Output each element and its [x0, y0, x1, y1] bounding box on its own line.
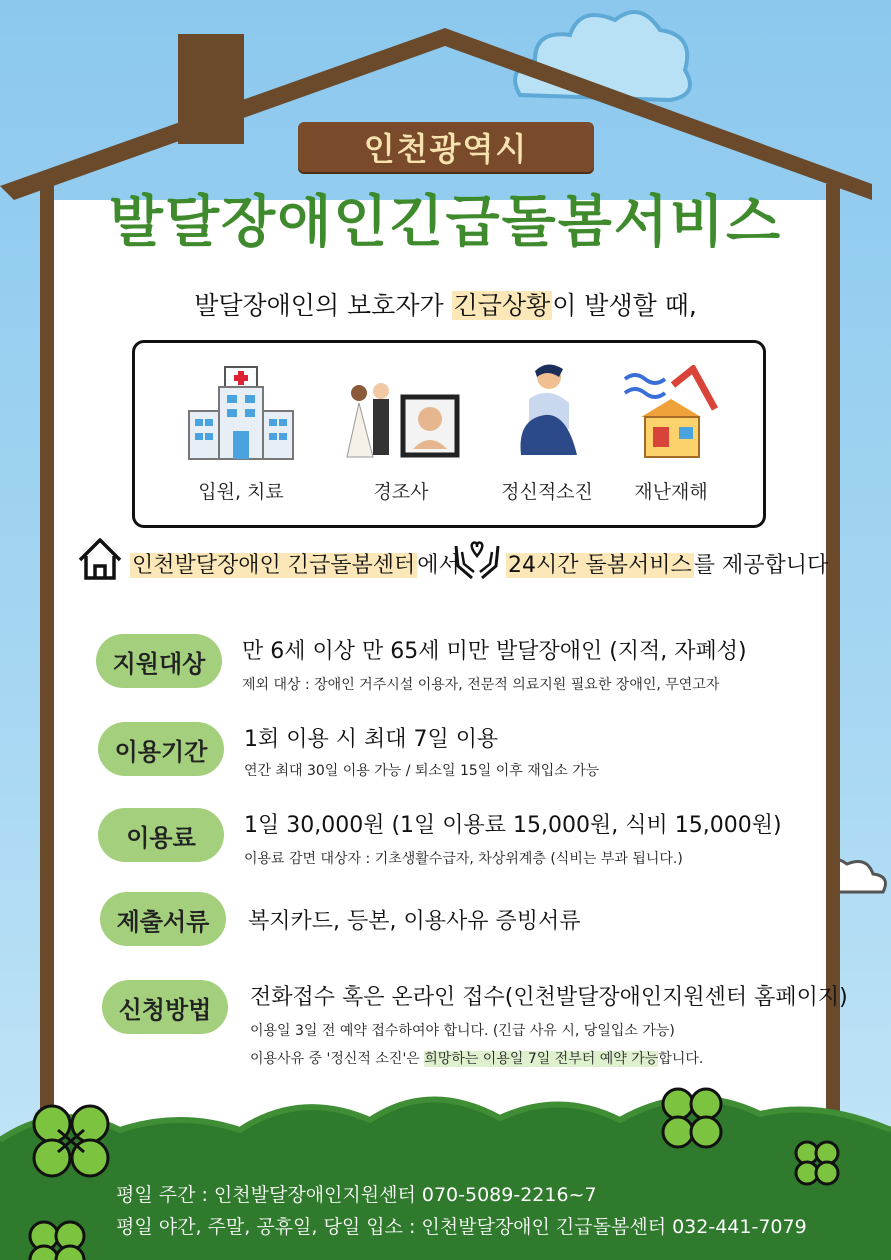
contact-night-holiday: 평일 야간, 주말, 공휴일, 당일 입소 : 인천발달장애인 긴급돌봄센터 032-441-7079 — [116, 1216, 807, 1238]
service-right — [506, 548, 828, 579]
city-badge — [298, 122, 594, 172]
situation-label: 정신적소진 — [501, 481, 593, 503]
service-left — [130, 548, 460, 579]
info-row — [96, 632, 816, 698]
note-text-2: 합니다. — [658, 1051, 704, 1067]
info-label: 지원대상 — [96, 634, 222, 688]
intro-text-2: 이 발생할 때, — [552, 291, 697, 320]
city-name: 인천광역시 — [363, 130, 529, 168]
info-sub: 제외 대상 : 장애인 거주시설 이용자, 전문적 의료지원 필요한 장애인, 무연고자 — [242, 677, 720, 693]
info-main: 1일 30,000원 (1일 이용료 15,000원, 식비 15,000원) — [244, 813, 782, 838]
info-sub-2 — [250, 1048, 703, 1068]
info-sub: 이용료 감면 대상자 : 기초생활수급자, 차상위계층 (식비는 부과 됩니다.) — [244, 851, 683, 867]
intro-text-1: 발달장애인의 보호자가 — [194, 291, 444, 320]
service-provide: 를 제공합니다 — [693, 553, 829, 578]
service-connector: 에서 — [417, 553, 460, 578]
info-main: 전화접수 혹은 온라인 접수(인천발달장애인지원센터 홈페이지) — [250, 985, 848, 1010]
note-highlight: 희망하는 이용일 7일 전부터 예약 가능 — [424, 1051, 659, 1067]
info-main: 만 6세 이상 만 65세 미만 발달장애인 (지적, 자폐성) — [242, 639, 747, 664]
situation-label: 재난재해 — [634, 481, 708, 503]
situations-box — [132, 340, 766, 528]
disaster-house-icon — [623, 365, 719, 459]
info-row — [102, 978, 848, 1074]
center-name: 인천발달장애인 긴급돌봄센터 — [132, 553, 416, 578]
burnout-icon — [507, 359, 587, 463]
caring-hands-icon — [452, 536, 502, 582]
page-title: 발달장애인긴급돌봄서비스 — [108, 190, 783, 255]
info-row — [98, 806, 818, 872]
info-row — [98, 720, 818, 786]
info-main: 복지카드, 등본, 이용사유 증빙서류 — [248, 909, 581, 934]
clover-icon — [790, 1136, 844, 1190]
info-sub: 이용일 3일 전 예약 접수하여야 합니다. (긴급 사유 시, 당일입소 가능) — [250, 1023, 675, 1039]
info-label: 이용기간 — [98, 722, 224, 776]
situation-label: 경조사 — [373, 481, 429, 503]
info-label: 제출서류 — [100, 892, 226, 946]
clover-icon — [656, 1082, 728, 1154]
clover-icon — [22, 1214, 92, 1260]
wedding-funeral-icon — [341, 369, 461, 461]
contact-weekday-day: 평일 주간 : 인천발달장애인지원센터 070-5089-2216~7 — [116, 1184, 597, 1206]
home-icon — [76, 536, 124, 582]
hospital-icon — [185, 363, 297, 463]
info-sub: 연간 최대 30일 이용 가능 / 퇴소일 15일 이후 재입소 가능 — [244, 763, 600, 779]
info-label: 신청방법 — [102, 980, 228, 1034]
note-text-1: 이용사유 중 '정신적 소진'은 — [250, 1051, 425, 1067]
service-hours: 24시간 돌봄서비스 — [508, 553, 692, 578]
info-main: 1회 이용 시 최대 7일 이용 — [244, 727, 499, 752]
info-row — [100, 892, 820, 958]
intro-highlight: 긴급상황 — [453, 291, 551, 320]
info-label: 이용료 — [98, 808, 224, 862]
intro-line — [0, 286, 891, 322]
situation-label: 입원, 치료 — [198, 481, 284, 503]
clover-icon — [28, 1100, 114, 1182]
